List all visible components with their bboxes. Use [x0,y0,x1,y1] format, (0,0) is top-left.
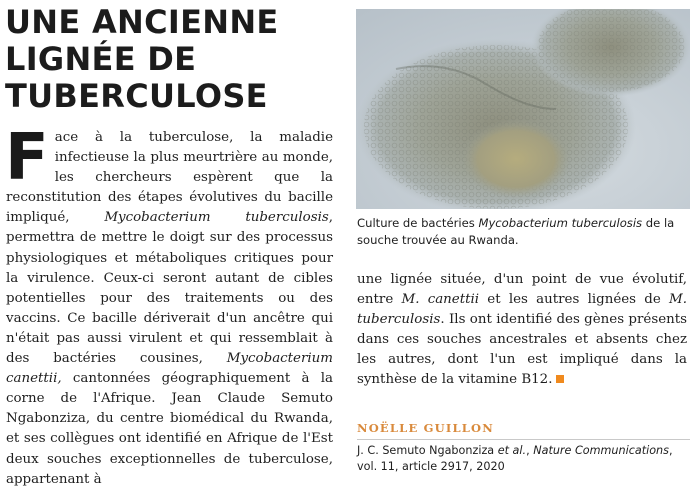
headline-line-1: UNE ANCIENNE [5,3,279,41]
headline-line-2: LIGNÉE DE [5,40,197,78]
figure-caption: Culture de bactéries Mycobacterium tuberculosis de la souche trouvée au Rwanda. [357,216,675,247]
drop-cap: F [5,121,49,195]
species-name: M. tuberculosis [357,292,687,328]
end-of-article-mark [556,375,564,383]
headline-line-3: TUBERCULOSE [5,77,268,115]
species-name: Mycobacterium canettii, [6,351,333,387]
article-body-left-column [5,121,333,490]
author-name: NOËLLE GUILLON [357,421,494,435]
bacteria-culture-photo [356,9,690,209]
article-paragraph: Face à la tuberculose, la maladie infectieuse la plus meurtrière au monde, les chercheurs espèrent que la reconstitution des étapes évolutives du bacille impliqué, Mycobacterium tuberculosis, permettra de mettre le doigt sur des processus physiologiques et métaboliques critiques pour la virulence. Ceux-ci seront autant de cibles potentielles pour des traitements ou des vaccins. Ce bacille dériverait d'un ancêtre qui n'était pas aussi virulent et qui ressemblait à des bactéries cousines, Mycobacterium canettii, cantonnées géographiquement à la corne de l'Afrique. Jean Claude Semuto Ngabonziza, du centre biomédical du Rwanda, et ses collègues ont identifié en Afrique de l'Est deux souches exceptionnelles de tuberculose, appartenant à [5,121,333,487]
article-body-right-column [357,270,687,391]
journal-name: Nature Communications [533,444,669,457]
article-paragraph-continued: une lignée située, d'un point de vue évolutif, entre M. canettii et les autres lignées de M. tuberculosis. Ils ont identifié des gènes présents dans ces souches ancestrales et absents chez les autres, dont l'un est impliqué dans la synthèse de la vitamine B12. [357,272,687,388]
caption-species: Mycobacterium tuberculosis [478,216,643,230]
colony-core [461,119,571,199]
species-name: M. canettii [401,292,480,308]
species-name: Mycobacterium tuberculosis [104,210,329,226]
reference-citation: J. C. Semuto Ngabonziza et al., Nature Communications, vol. 11, article 2917, 2020 [357,444,673,473]
headline [5,4,335,115]
divider [357,439,690,440]
